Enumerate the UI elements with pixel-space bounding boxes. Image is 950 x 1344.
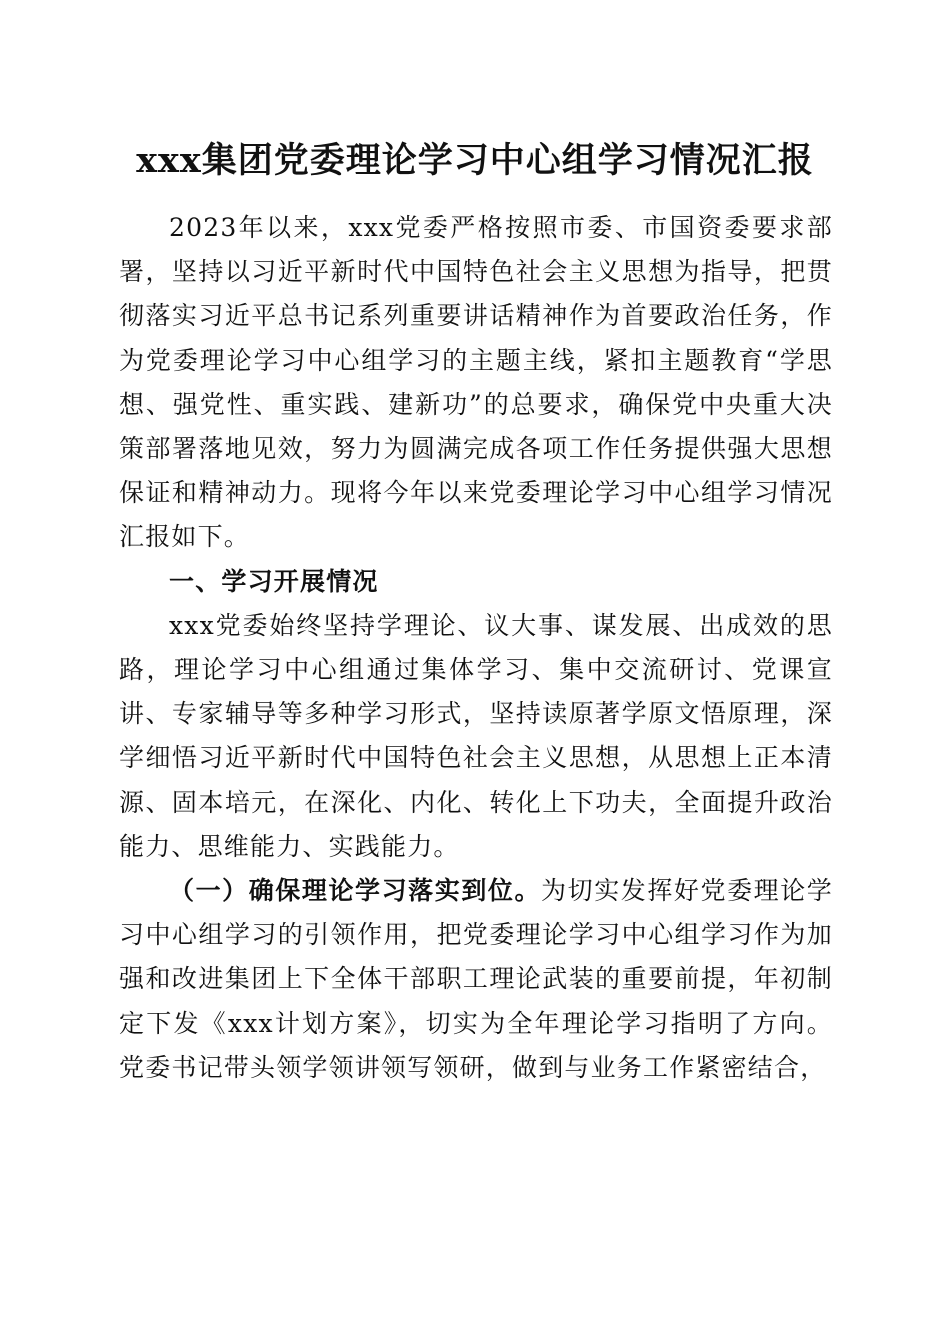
- document-body: [119, 206, 833, 1090]
- document-title: xxx集团党委理论学习中心组学习情况汇报: [136, 140, 814, 181]
- subsection-heading: （一）确保理论学习落实到位。: [169, 876, 542, 906]
- section-paragraph: xxx党委始终坚持学理论、议大事、谋发展、出成效的思路，理论学习中心组通过集体学习、集中交流研讨、党课宣讲、专家辅导等多种学习形式，坚持读原著学原文悟原理，深学细悟习近平新时代中国特色社会主义思想，从思想上正本清源、固本培元，在深化、内化、转化上下功夫，全面提升政治能力、思维能力、实践能力。: [119, 610, 833, 861]
- subsection-paragraph: [119, 869, 833, 1090]
- intro-paragraph: 2023年以来，xxx党委严格按照市委、市国资委要求部署，坚持以习近平新时代中国特色社会主义思想为指导，把贯彻落实习近平总书记系列重要讲话精神作为首要政治任务，作为党委理论学习中心组学习的主题主线，紧扣主题教育“学思想、强党性、重实践、建新功”的总要求，确保党中央重大决策部署落地见效，努力为圆满完成各项工作任务提供强大思想保证和精神动力。现将今年以来党委理论学习中心组学习情况汇报如下。: [119, 213, 833, 552]
- section-heading: 一、学习开展情况: [169, 566, 379, 596]
- subsection-text: 为切实发挥好党委理论学习中心组学习的引领作用，把党委理论学习中心组学习作为加强和改进集团上下全体干部职工理论武装的重要前提，年初制定下发《xxx计划方案》，切实为全年理论学习指明了方向。党委书记带头领学领讲领写领研，做到与业务工作紧密结合，: [119, 876, 833, 1082]
